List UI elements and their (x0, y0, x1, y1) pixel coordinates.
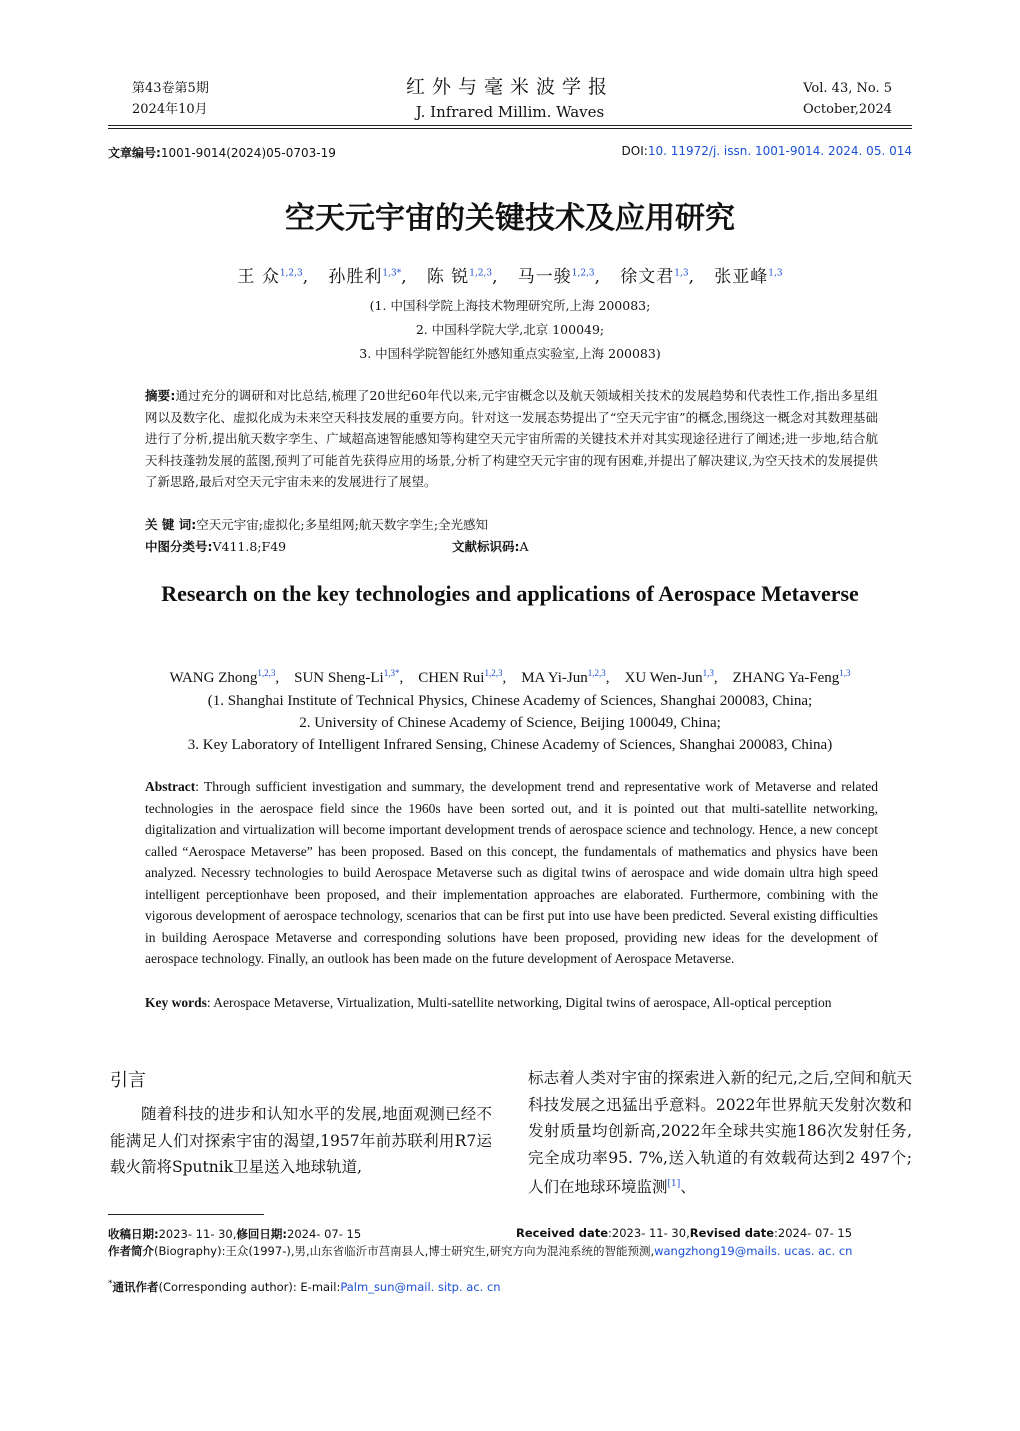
header-volume-cn: 第43卷第5期 (132, 81, 209, 96)
author-sup[interactable]: 1,3 (839, 668, 851, 678)
author-en: ZHANG Ya-Feng (732, 670, 840, 686)
author-sup[interactable]: 1,2,3 (279, 268, 303, 279)
affiliation-en-1: (1. Shanghai Institute of Technical Physics, Chinese Academy of Sciences, Shanghai 200083, China; (207, 693, 813, 709)
abstract-en-label: Abstract (145, 779, 196, 794)
keywords-cn (145, 515, 488, 533)
body-right-tail: 、 (680, 1178, 696, 1197)
affiliation-cn-3: 3. 中国科学院智能红外感知重点实验室,上海 200083) (359, 346, 661, 361)
received-cn-label: 收稿日期: (108, 1227, 159, 1241)
revised-cn-value: 2024- 07- 15 (287, 1227, 362, 1241)
bio-text: (Biography):王众(1997-),男,山东省临沂市莒南县人,博士研究生,研究方向为混沌系统的智能预测, (154, 1244, 655, 1258)
citation-ref[interactable]: [1] (667, 1179, 681, 1189)
author-biography (108, 1243, 912, 1260)
header-volume-en-block (803, 78, 892, 120)
author-sup[interactable]: 1,3* (382, 268, 402, 279)
corr-label: 通讯作者 (112, 1280, 159, 1294)
affiliation-cn-2: 2. 中国科学院大学,北京 100049; (415, 322, 605, 337)
title-cn: 空天元宇宙的关键技术及应用研究 (285, 201, 735, 236)
author-cn: 陈 锐 (426, 267, 470, 287)
bio-email-link[interactable]: wangzhong19@mails. ucas. ac. cn (654, 1244, 853, 1258)
author-en: XU Wen-Jun (624, 670, 703, 686)
received-date-en (516, 1226, 852, 1240)
affiliation-cn-1: (1. 中国科学院上海技术物理研究所,上海 200083; (369, 298, 651, 313)
classification-label: 中图分类号: (145, 539, 213, 554)
author-sup[interactable]: 1,2,3 (587, 668, 606, 678)
keywords-en (145, 992, 878, 1014)
author-sup[interactable]: 1,2,3 (257, 668, 276, 678)
revised-en-value: :2024- 07- 15 (774, 1226, 853, 1240)
corr-mark: * (108, 1279, 113, 1290)
document-code-label: 文献标识码: (452, 539, 520, 554)
classification-number (145, 537, 286, 555)
doi-link[interactable]: 10. 11972/j. issn. 1001-9014. 2024. 05. 014 (647, 144, 912, 158)
author-sup[interactable]: 1,2,3 (469, 268, 493, 279)
keywords-cn-label: 关 键 词: (145, 517, 197, 532)
keywords-en-text: : Aerospace Metaverse, Virtualization, Multi-satellite networking, Digital twins of aerospace, All-optical perception (206, 995, 832, 1010)
footnote-rule (108, 1214, 264, 1215)
authors-en: WANG Zhong$^{1,2,3}$, SUN Sheng-$Li^{1,3*}$, CHEN Rui$^{1,2,3}$, MA Yi-Jun$^{1,2,3}$, XU Wen-Jun$^{1,3}$, ZHANG Ya-Feng$^{1,3}$ (169, 668, 851, 686)
author-sup[interactable]: 1,3 (702, 668, 714, 678)
keywords-cn-text: 空天元宇宙;虚拟化;多星组网;航天数字孪生;全光感知 (196, 517, 489, 532)
author-sup[interactable]: 1,2,3 (571, 268, 595, 279)
author-sup[interactable]: 1,3* (383, 668, 400, 678)
abstract-en-text: : Through sufficient investigation and summary, the development trend and representative work of Metaverse and related technologies in the aerospace field since the 1960s have been sorted out, and it is pointed out that multi-satellite networking, digitalization and virtualization will become important development trends of aerospace science and technology. Hence, a new concept called “Aerospace Metaverse” has been proposed. Based on this concept, the fundamentals of mathematics and physics have been analyzed. Necessry technologies to build Aerospace Metaverse such as digital twins of aerospace and wide domain ultra high speed intelligent perceptionhave been proposed, and their implementation approaches are elaborated. Furthermore, combining with the vigorous development of aerospace technology, scenarios that can be first put into use have been predicted. Several existing difficulties in building Aerospace Metaverse and corresponding solutions have been proposed, providing new ideas for the development of aerospace technology. Finally, an outlook has been made on the future development of Aerospace Metaverse. (145, 779, 878, 966)
author-en: MA Yi-Jun (521, 670, 588, 686)
doi-label: DOI: (621, 144, 648, 158)
revised-en-label: Revised date (689, 1226, 774, 1240)
author-cn: 孙胜利 (328, 267, 383, 287)
received-en-value: :2023- 11- 30, (608, 1226, 690, 1240)
author-cn: 徐文君 (620, 267, 675, 287)
author-en: CHEN Rui (418, 670, 485, 686)
header-volume-en: Vol. 43, No. 5 (803, 81, 892, 96)
article-number-label: 文章编号: (108, 146, 161, 160)
affiliation-en-3: 3. Key Laboratory of Intelligent Infrared Sensing, Chinese Academy of Sciences, Shanghai 200083, China) (187, 737, 833, 753)
document-code (452, 537, 529, 555)
article-number (108, 144, 336, 161)
corr-text: (Corresponding author): E-mail: (158, 1280, 341, 1294)
title-en: Research on the key technologies and applications of Aerospace Metaverse (161, 581, 859, 606)
classification-value: V411.8;F49 (212, 539, 287, 554)
journal-name-en: J. Infrared Millim. Waves (415, 103, 605, 121)
author-sup[interactable]: 1,2,3 (484, 668, 503, 678)
author-cn: 王 众 (237, 267, 280, 287)
author-sup[interactable]: 1,3 (768, 268, 783, 279)
received-en-label: Received date (516, 1226, 609, 1240)
header-date-en: October,2024 (802, 102, 892, 117)
abstract-cn-label: 摘要: (145, 388, 176, 403)
body-right-text: 标志着人类对宇宙的探索进入新的纪元,之后,空间和航天科技发展之迅猛出乎意料。2022年世界航天发射次数和发射质量均创新高,2022年全球共实施186次发射任务,完全成功率95. 7%,送入轨道的有效载荷达到2 497个;人们在地球环境监测 (528, 1069, 912, 1197)
authors-cn: 王 众$^{1,2,3}$, 孙胜利$^{1,3*}$, 陈 锐$^{1,2,3}$, 马一骏$^{1,2,3}$, 徐文君$^{1,3}$, 张亚峰$^{1,3}$ (237, 267, 783, 287)
received-date-cn (108, 1226, 361, 1242)
header-date-cn: 2024年10月 (132, 102, 208, 117)
section-heading-introduction: 引言 (110, 1070, 146, 1091)
author-sup[interactable]: 1,3 (674, 268, 689, 279)
document-code-value: A (519, 539, 529, 554)
author-cn: 马一骏 (517, 267, 572, 287)
header-rule-top (108, 125, 912, 126)
abstract-cn-text: 通过充分的调研和对比总结,梳理了20世纪60年代以来,元宇宙概念以及航天领域相关技术的发展趋势和代表性工作,指出多星组网以及数字化、虚拟化成为未来空天科技发展的重要方向。针对这一发展态势提出了“空天元宇宙”的概念,围绕这一概念对其数理基础进行了分析,提出航天数字孪生、广域超高速智能感知等构建空天元宇宙所需的关键技术并对其实现途径进行了阐述;进一步地,结合航天科技蓬勃发展的蓝图,预判了可能首先获得应用的场景,分析了构建空天元宇宙的现有困难,并提出了解决建议,为空天技术的发展提供了新思路,最后对空天元宇宙未来的发展进行了展望。 (145, 388, 879, 489)
article-number-value: 1001-9014(2024)05-0703-19 (160, 146, 336, 160)
author-en: SUN Sheng-Li (294, 670, 384, 686)
doi (622, 144, 912, 158)
affiliation-en-2: 2. University of Chinese Academy of Science, Beijing 100049, China; (299, 715, 721, 731)
body-column-right (528, 1065, 912, 1201)
journal-name-cn: 红外与毫米波学报 (405, 76, 614, 98)
received-cn-value: 2023- 11- 30, (158, 1227, 237, 1241)
header-rule-bottom (108, 128, 912, 129)
corr-email-link[interactable]: Palm_sun@mail. sitp. ac. cn (340, 1280, 501, 1294)
abstract-en (145, 776, 878, 970)
bio-label: 作者简介 (108, 1244, 154, 1258)
author-en: WANG Zhong (169, 670, 258, 686)
revised-cn-label: 修回日期: (236, 1227, 288, 1241)
keywords-en-label: Key words (145, 995, 207, 1010)
abstract-cn (145, 385, 878, 493)
corresponding-author (108, 1279, 501, 1295)
body-column-left: 随着科技的进步和认知水平的发展,地面观测已经不能满足人们对探索宇宙的渴望,1957年前苏联利用R7运载火箭将Sputnik卫星送入地球轨道, (110, 1105, 492, 1176)
author-cn: 张亚峰 (714, 267, 769, 287)
